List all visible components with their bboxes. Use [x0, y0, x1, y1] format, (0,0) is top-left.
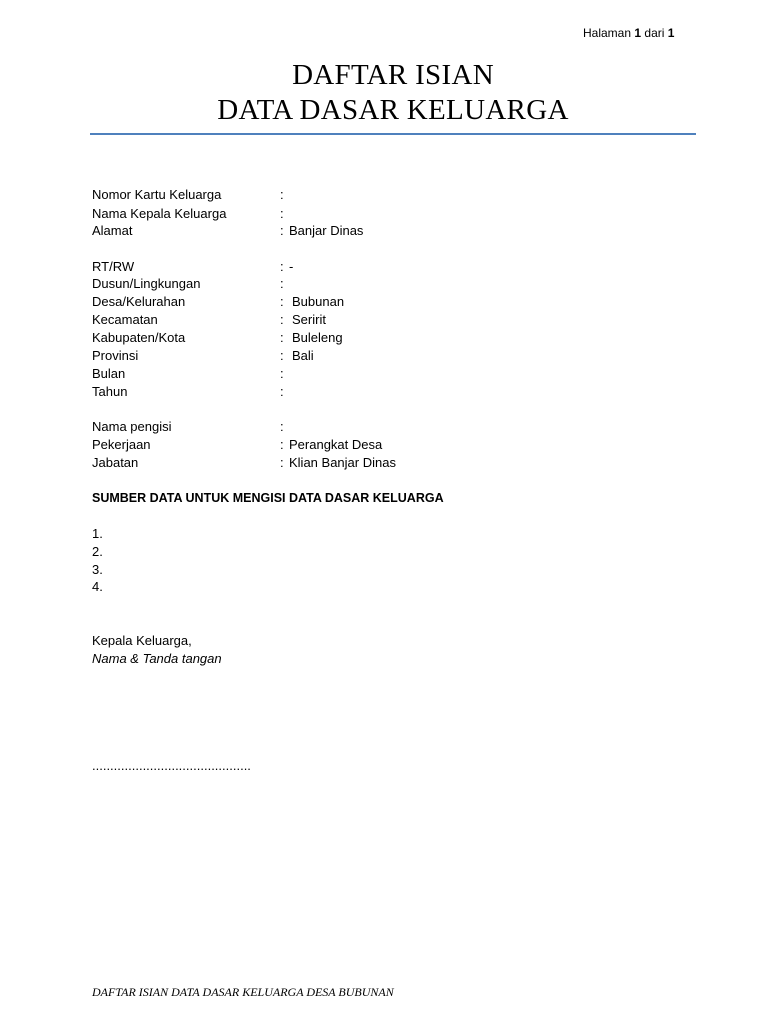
field-value: Klian Banjar Dinas	[289, 455, 396, 470]
field-colon: :	[280, 348, 284, 363]
page-prefix: Halaman	[583, 26, 632, 40]
field-label: Provinsi	[92, 348, 139, 363]
page-current: 1	[634, 26, 642, 40]
field-value: Buleleng	[292, 330, 343, 345]
field-label: Jabatan	[92, 455, 139, 470]
title-line-2: DATA DASAR KELUARGA	[217, 94, 569, 126]
field-colon: :	[280, 259, 284, 274]
field-label: Dusun/Lingkungan	[92, 276, 201, 291]
field-label: Nama Kepala Keluarga	[92, 206, 227, 221]
field-colon: :	[280, 455, 284, 470]
field-colon: :	[280, 437, 284, 452]
field-colon: :	[280, 312, 284, 327]
field-label: Kabupaten/Kota	[92, 330, 186, 345]
title-underline	[90, 133, 696, 135]
field-colon: :	[280, 187, 284, 202]
source-item-1: 1.	[92, 526, 103, 541]
field-value: Seririt	[292, 312, 326, 327]
field-label: Tahun	[92, 384, 128, 399]
field-colon: :	[280, 384, 284, 399]
field-colon: :	[280, 366, 284, 381]
source-item-3: 3.	[92, 562, 103, 577]
field-value: Perangkat Desa	[289, 437, 383, 452]
page-footer: DAFTAR ISIAN DATA DASAR KELUARGA DESA BUBUNAN	[92, 985, 394, 999]
field-label: Alamat	[92, 223, 133, 238]
field-label: Nama pengisi	[92, 419, 172, 434]
page-number	[583, 26, 674, 40]
field-colon: :	[280, 223, 284, 238]
field-label: Nomor Kartu Keluarga	[92, 187, 222, 202]
field-colon: :	[280, 276, 284, 291]
field-label: Pekerjaan	[92, 437, 151, 452]
document-title	[90, 58, 696, 128]
field-value: Bali	[292, 348, 314, 363]
source-item-2: 2.	[92, 544, 103, 559]
field-value: Bubunan	[292, 294, 345, 309]
field-label: Kecamatan	[92, 312, 158, 327]
field-label: RT/RW	[92, 259, 135, 274]
field-colon: :	[280, 330, 284, 345]
field-colon: :	[280, 419, 284, 434]
page-total: 1	[667, 26, 675, 40]
signature-label: Kepala Keluarga,	[92, 633, 192, 648]
field-colon: :	[280, 294, 284, 309]
title-line-1: DAFTAR ISIAN	[292, 59, 494, 91]
field-value: -	[289, 259, 294, 274]
signature-sublabel: Nama & Tanda tangan	[92, 651, 222, 666]
page-separator: dari	[644, 26, 665, 40]
field-label: Desa/Kelurahan	[92, 294, 186, 309]
signature-line: ............................................	[92, 758, 251, 773]
field-label: Bulan	[92, 366, 126, 381]
sources-heading: SUMBER DATA UNTUK MENGISI DATA DASAR KELUARGA	[92, 491, 444, 505]
field-colon: :	[280, 206, 284, 221]
field-value: Banjar Dinas	[289, 223, 364, 238]
source-item-4: 4.	[92, 579, 103, 594]
